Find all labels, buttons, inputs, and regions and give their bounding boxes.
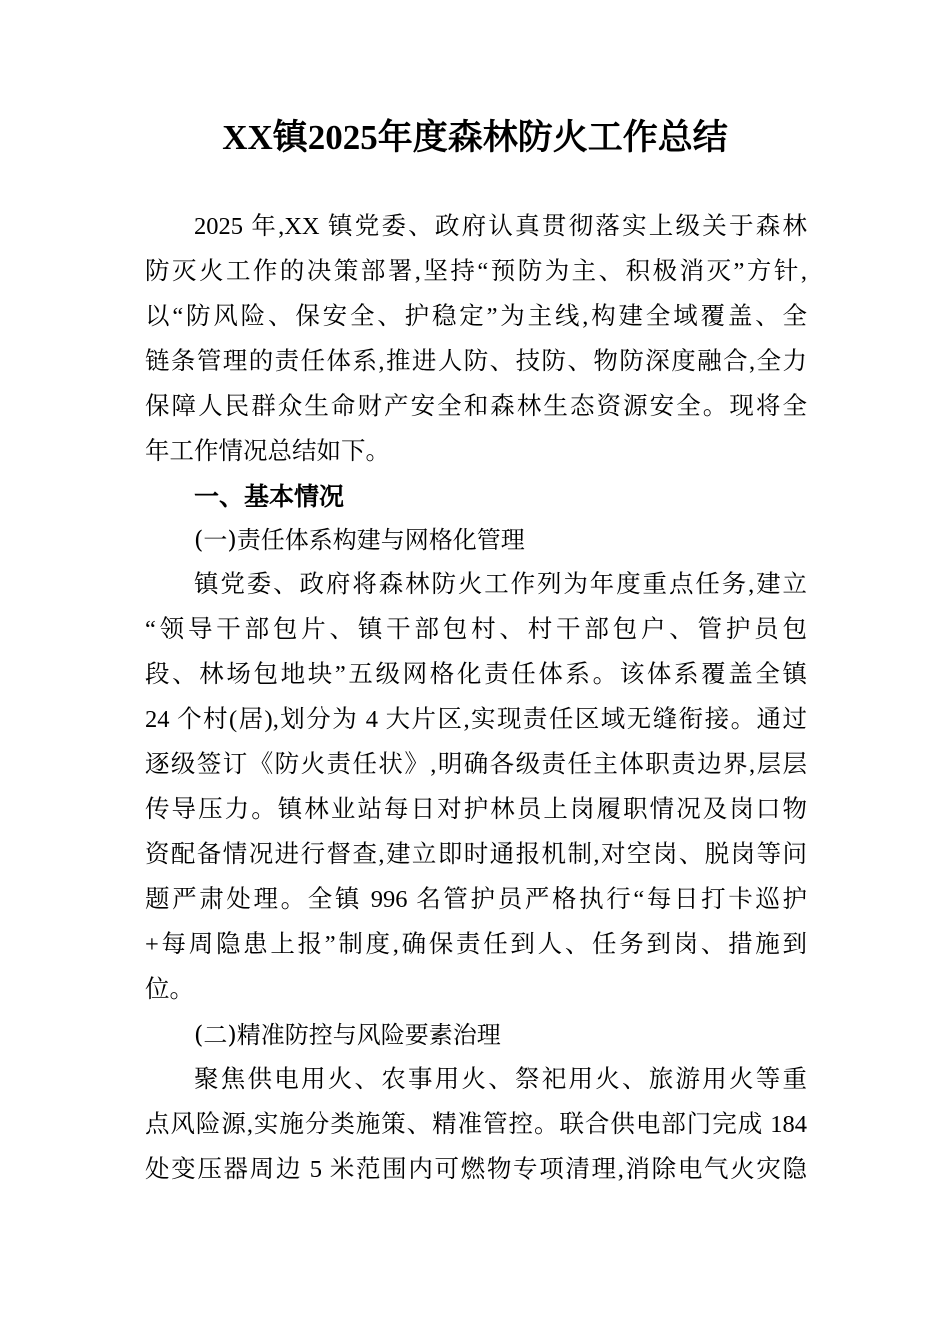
sub1-line-5: 逐级签订《防火责任状》,明确各级责任主体职责边界,层层 xyxy=(145,751,807,778)
sub1-line-6: 传导压力。镇林业站每日对护林员上岗履职情况及岗口物 xyxy=(145,796,807,823)
sub1-line-7: 资配备情况进行督查,建立即时通报机制,对空岗、脱岗等问 xyxy=(145,841,807,868)
sub2-line-3: 处变压器周边 5 米范围内可燃物专项清理,消除电气火灾隐 xyxy=(145,1156,807,1183)
document-title: XX镇2025年度森林防火工作总结 xyxy=(222,118,728,157)
sub2-line-1: 聚焦供电用火、农事用火、祭祀用火、旅游用火等重 xyxy=(194,1066,807,1093)
subsection-heading-1: (一)责任体系构建与网格化管理 xyxy=(194,526,525,554)
sub1-line-8: 题严肃处理。全镇 996 名管护员严格执行“每日打卡巡护 xyxy=(145,886,807,913)
intro-line-6: 年工作情况总结如下。 xyxy=(145,438,390,465)
sub1-line-2: “领导干部包片、镇干部包村、村干部包户、管护员包 xyxy=(145,616,807,643)
sub1-line-4: 24 个村(居),划分为 4 大片区,实现责任区域无缝衔接。通过 xyxy=(145,706,807,733)
sub2-line-2: 点风险源,实施分类施策、精准管控。联合供电部门完成 184 xyxy=(145,1111,807,1138)
intro-line-5: 保障人民群众生命财产安全和森林生态资源安全。现将全 xyxy=(145,393,807,420)
sub1-line-1: 镇党委、政府将森林防火工作列为年度重点任务,建立 xyxy=(194,571,807,598)
intro-line-4: 链条管理的责任体系,推进人防、技防、物防深度融合,全力 xyxy=(145,348,807,375)
sub1-line-3: 段、林场包地块”五级网格化责任体系。该体系覆盖全镇 xyxy=(145,661,807,688)
section-heading-basic: 一、基本情况 xyxy=(194,482,345,511)
sub1-line-10: 位。 xyxy=(145,976,194,1003)
intro-line-1: 2025 年,XX 镇党委、政府认真贯彻落实上级关于森林 xyxy=(194,213,807,240)
intro-line-3: 以“防风险、保安全、护稳定”为主线,构建全域覆盖、全 xyxy=(145,303,807,330)
intro-line-2: 防灭火工作的决策部署,坚持“预防为主、积极消灭”方针, xyxy=(145,258,807,285)
subsection-heading-2: (二)精准防控与风险要素治理 xyxy=(194,1021,501,1049)
sub1-line-9: +每周隐患上报”制度,确保责任到人、任务到岗、措施到 xyxy=(145,931,807,958)
